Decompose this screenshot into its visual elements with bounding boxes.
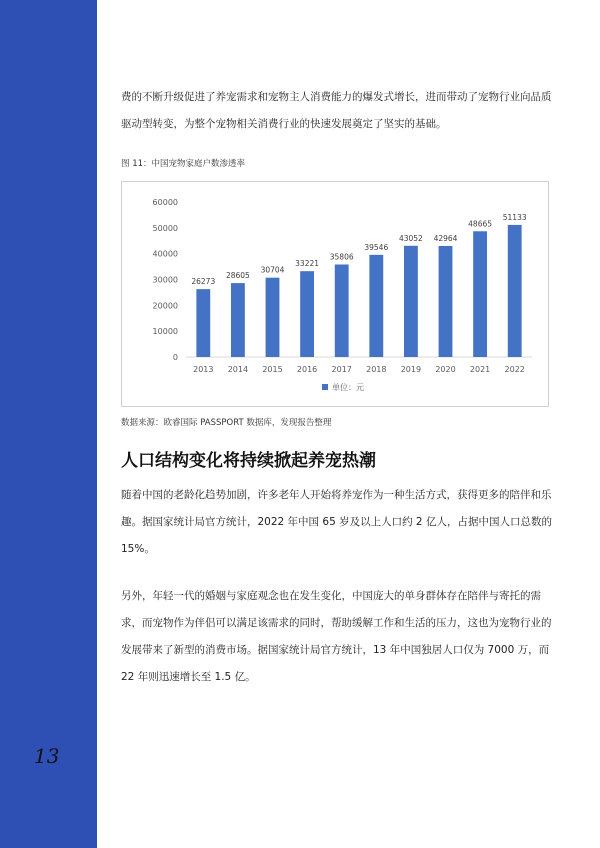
x-tick-label-2020: 2020 <box>435 365 456 374</box>
x-tick-label-2015: 2015 <box>262 365 283 374</box>
section-heading: 人口结构变化将持续掀起养宠热潮 <box>121 451 376 471</box>
legend-swatch <box>322 384 328 390</box>
x-tick-label-2021: 2021 <box>469 365 491 374</box>
data-label-2018: 39546 <box>364 242 389 252</box>
data-label-2014: 28605 <box>225 271 250 281</box>
x-tick-label-2018: 2018 <box>366 365 387 374</box>
bar-2014 <box>231 283 245 357</box>
data-label-2022: 51133 <box>502 212 527 222</box>
x-tick-label-2019: 2019 <box>400 365 422 374</box>
data-label-2019: 43052 <box>398 233 423 243</box>
paragraph-single-population: 另外，年轻一代的婚姻与家庭观念也在发生变化，中国庞大的单身群体存在陪伴与寄托的需求，而宠物作为伴侣可以满足该需求的同时，帮助缓解工作和生活的压力，这也为宠物行业的发展带来了新型的消费市场。据国家统计局官方统计，13 年中国独居人口仅为 7000 万，而 22 年则迅速增长至 1.5 亿。 <box>121 590 552 683</box>
y-tick-label: 50000 <box>152 223 178 233</box>
bar-2020 <box>439 246 453 357</box>
x-tick-label-2017: 2017 <box>331 365 352 374</box>
bar-2015 <box>266 278 280 357</box>
data-label-2016: 33221 <box>295 259 320 269</box>
y-tick-label: 10000 <box>152 327 178 337</box>
intro-paragraph: 费的不断升级促进了养宠需求和宠物主人消费能力的爆发式增长，进而带动了宠物行业向品质驱动型转变，为整个宠物相关消费行业的快速发展奠定了坚实的基础。 <box>121 91 552 130</box>
bar-chart-canvas <box>122 182 550 408</box>
data-label-2017: 35806 <box>329 252 354 262</box>
paragraph-aging: 随着中国的老龄化趋势加剧，许多老年人开始将养宠作为一种生活方式，获得更多的陪伴和乐趣。据国家统计局官方统计，2022 年中国 65 岁及以上人口约 2 亿人，占据中国人口总数的 15%。 <box>121 489 552 555</box>
bar-2019 <box>404 246 418 357</box>
x-tick-label-2014: 2014 <box>227 365 249 374</box>
bar-2016 <box>300 271 314 357</box>
x-tick-label-2013: 2013 <box>193 365 214 374</box>
x-tick-label-2016: 2016 <box>296 365 318 374</box>
page-number: 13 <box>34 744 60 768</box>
data-label-2021: 48665 <box>468 219 493 229</box>
y-tick-label: 0 <box>172 353 178 362</box>
y-tick-label: 40000 <box>152 249 178 259</box>
y-tick-label: 60000 <box>152 198 178 207</box>
bar-2018 <box>369 255 383 357</box>
bar-2021 <box>473 231 487 357</box>
y-tick-label: 20000 <box>152 301 178 311</box>
x-tick-label-2022: 2022 <box>504 365 525 374</box>
data-label-2015: 30704 <box>260 265 285 275</box>
bar-2013 <box>196 289 210 357</box>
bar-2022 <box>508 225 522 357</box>
bar-chart <box>121 181 549 407</box>
data-label-2020: 42964 <box>433 234 458 244</box>
source-note: 数据来源：欧睿国际 PASSPORT 数据库，发现报告整理 <box>121 418 332 428</box>
legend-label: 单位：元 <box>332 383 364 392</box>
data-label-2013: 26273 <box>191 277 216 287</box>
side-color-band <box>0 0 97 848</box>
y-tick-label: 30000 <box>152 275 178 285</box>
bar-2017 <box>335 265 349 357</box>
figure-caption: 图 11：中国宠物家庭户数渗透率 <box>121 159 246 169</box>
